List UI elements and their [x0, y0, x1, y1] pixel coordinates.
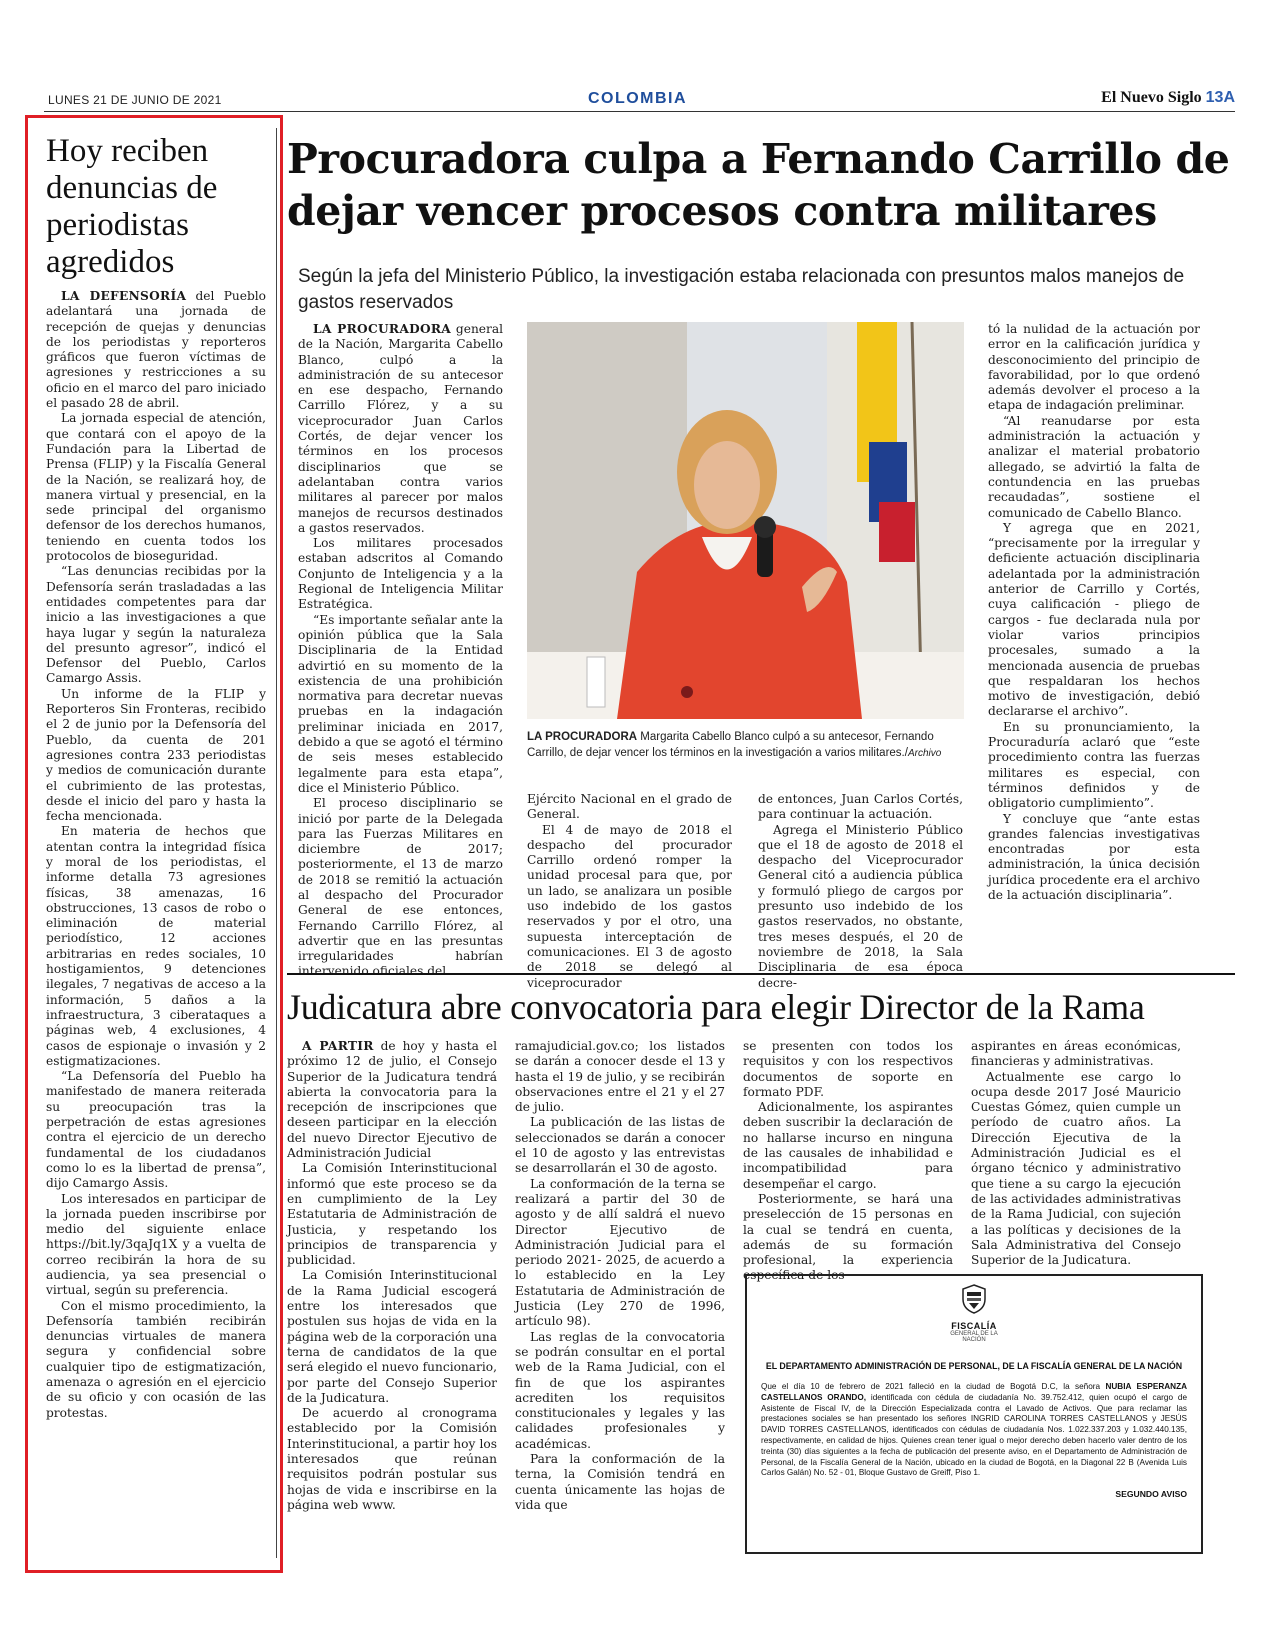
- article2-paragraph: La Comisión Interinstitucional de la Rama Judicial escogerá entre los interesados que postulen sus hojas de vida en la página web de la corporación una terna de candidatos de la que será elegido el nuevo funcionario, por parte del Consejo Superior de la Judicatura.: [287, 1268, 497, 1405]
- sidebar-paragraph: La jornada especial de atención, que contará con el apoyo de la Fundación para la Libertad de Prensa (FLIP) y la Fiscalía General de la Nación, se realizará hoy, de manera virtual y presencial, en la sede principal del organismo defensor de los derechos humanos, teniendo en cuenta todos los protocolos de bioseguridad.: [46, 411, 266, 564]
- article2-paragraph: Actualmente ese cargo lo ocupa desde 2017 José Mauricio Cuestas Gómez, quien cumple un período de cuatro años. La Dirección Ejecutiva de la Administración Judicial es el órgano técnico y administrativo que tiene a su cargo la ejecución de las actividades administrativas de la Rama Judicial, con sujeción a las políticas y decisiones de la Sala Administrativa del Consejo Superior de la Judicatura.: [971, 1069, 1181, 1268]
- article1-paragraph: En su pronunciamiento, la Procuraduría aclaró que “este procedimiento contra las fuerzas militares es especial, con términos definidos y de obligatorio cumplimiento”.: [988, 719, 1200, 811]
- article1-paragraph: Y agrega que en 2021, “precisamente por la irregular y deficiente actuación disciplinaria adelantada por la administración anterior de Carrillo y Cortés, cuya calificación - pliego de cargos - fue declarada nula por violar varios principios procesales, sumado a la mencionada ausencia de pruebas que respaldaran los hechos motivo de investigación, debió declararse el archivo”.: [988, 520, 1200, 719]
- fiscalia-logo: [939, 1284, 1009, 1343]
- article2-paragraph: La conformación de la terna se realizará a partir del 30 de agosto y de allí saldrá el nuevo Director Ejecutivo de Administración Judicial para el periodo 2021- 2025, de acuerdo a lo establecido en la Ley Estatutaria de Administración de Justicia (Ley 270 de 1996, artículo 98).: [515, 1176, 725, 1329]
- photo-illustration: [527, 322, 964, 719]
- article2-paragraph: La publicación de las listas de seleccionados se darán a conocer el 10 de agosto y las entrevistas se desarrollarán el 30 de agosto.: [515, 1115, 725, 1176]
- sidebar-lead: LA DEFENSORÍA: [61, 289, 187, 303]
- sidebar-paragraph: Con el mismo procedimiento, la Defensoría también recibirán denuncias virtuales de manera segura y confidencial sobre cualquier tipo de estigmatización, amenaza o agresión en el ejercicio de su oficio y con ocasión de las protestas.: [46, 1298, 266, 1420]
- deceased-name: NUBIA ESPERANZA CASTELLANOS ORANDO,: [761, 1382, 1187, 1402]
- sidebar-paragraph: “La Defensoría del Pueblo ha manifestado de manera reiterada su preocupación tras la perpetración de estas agresiones contra el ejercicio de un derecho fundamental de los ciudadanos como lo es la libertad de prensa”, dijo Camargo Assis.: [46, 1069, 266, 1191]
- sidebar-paragraph: LA DEFENSORÍA del Pueblo adelantará una jornada de recepción de quejas y denuncias de los periodistas y reporteros gráficos que fueron víctimas de agresiones y restricciones a su oficio en el marco del paro iniciado el pasado 28 de abril.: [46, 289, 266, 411]
- article-separator: [287, 973, 1235, 975]
- sidebar-article: [46, 133, 266, 1421]
- sidebar-title: Hoy reciben denuncias de periodistas agredidos: [46, 133, 218, 280]
- article1-paragraph: de entonces, Juan Carlos Cortés, para continuar la actuación.: [758, 792, 963, 822]
- article1-paragraph: El 4 de mayo de 2018 el despacho del procurador Carrillo ordenó romper la unidad procesal para que, por un lado, se analizara un posible uso indebido de los gastos reservados y por el otro, una supuesta interceptación de comunicaciones. El 3 de agosto de 2018 se delegó al viceprocurador: [527, 822, 732, 990]
- main-headline: Procuradora culpa a Fernando Carrillo de dejar vencer procesos contra militares: [287, 135, 1230, 235]
- article1-column-3: [758, 792, 963, 991]
- article2-paragraph: se presenten con todos los requisitos y con los respectivos documentos de soporte en formato PDF.: [743, 1039, 953, 1099]
- logo-sublabel: GENERAL DE LA NACIÓN: [950, 1331, 998, 1343]
- header-rule: [44, 111, 1235, 112]
- article1-paragraph: Y concluye que “ante estas grandes falencias investigativas encontradas por esta administración, la única decisión jurídica procedente era el archivo de la actuación disciplinaria”.: [988, 811, 1200, 902]
- caption-text: Margarita Cabello Blanco culpó a su antecesor, Fernando Carrillo, de dejar vencer los términos en la investigación a varios militares./: [527, 731, 934, 759]
- article2-lead: A PARTIR: [302, 1039, 374, 1053]
- article2-column-3: [743, 1039, 953, 1284]
- article2-column-1: [287, 1039, 497, 1513]
- sidebar-paragraph: Los interesados en participar de la jornada pueden inscribirse por medio del siguiente enlace https://bit.ly/3qaJq1X y a vuelta de correo recibirán la hora de su audiencia, ya sea presencial o virtual, según su preferencia.: [46, 1191, 266, 1298]
- logo-label: FISCALÍA: [951, 1321, 997, 1331]
- article1-paragraph: El proceso disciplinario se inició por parte de la Delegada para las Fuerzas Militares en diciembre de 2017; posteriormente, el 13 de marzo de 2018 se remitió la actuación al despacho del Procurador General de ese entonces, Fernando Carrillo Flórez, al advertir que en las presuntas irregularidades habrían intervenido oficiales del: [298, 796, 503, 979]
- fiscalia-notice: [745, 1274, 1203, 1554]
- article2-column-2: [515, 1039, 725, 1513]
- article1-paragraph: “Al reanudarse por esta administración la actuación y analizar el material probatorio allegado, se advirtió la falta de contundencia en las pruebas recaudadas”, sostiene el comunicado de Cabello Blanco.: [988, 413, 1200, 520]
- article1-paragraph: Los militares procesados estaban adscritos al Comando Conjunto de Inteligencia y a la Regional de Inteligencia Militar Estratégica.: [298, 536, 503, 612]
- notice-footer: SEGUNDO AVISO: [1115, 1489, 1187, 1500]
- article2-paragraph: Para la conformación de la terna, la Comisión tendrá en cuenta únicamente las hojas de vida que: [515, 1452, 725, 1512]
- article2-paragraph: De acuerdo al cronograma establecido por la Comisión Interinstitucional, a partir hoy los interesados que reúnan requisitos podrán postular sus hojas de vida e inscribirse en la página web www.: [287, 1406, 497, 1512]
- page-number: 13A: [1205, 89, 1235, 106]
- article1-paragraph: LA PROCURADORA general de la Nación, Margarita Cabello Blanco, culpó a la administración de su antecesor en ese despacho, Fernando Carrillo Flórez, y a su viceprocurador Juan Carlos Cortés, de dejar vencer los términos en los procesos disciplinarios que se adelantaban contra varios militares al parecer por malos manejos de recursos destinados a gastos reservados.: [298, 322, 503, 535]
- article2-paragraph: Las reglas de la convocatoria se podrán consultar en el portal web de la Rama Judicial, con el fin de que los aspirantes acrediten los requisitos constitucionales y legales y las calidades profesionales y académicas.: [515, 1329, 725, 1451]
- photo-caption: [527, 729, 964, 762]
- article2-column-4: [971, 1039, 1181, 1268]
- article2-paragraph: Posteriormente, se hará una preselección de 15 personas en la cual se tendrá en cuenta, además de su formación profesional, la experiencia específica de los: [743, 1191, 953, 1283]
- article1-paragraph: tó la nulidad de la actuación por error en la calificación jurídica y desconocimiento del principio de favorabilidad, por lo que ordenó además devolver el proceso a la etapa de indagación preliminar.: [988, 322, 1200, 413]
- paper-name: El Nuevo Siglo: [1101, 89, 1202, 106]
- section-name: COLOMBIA: [587, 90, 688, 107]
- article1-column-4: [988, 322, 1200, 903]
- sidebar-paragraph: “Las denuncias recibidas por la Defensoría serán trasladadas a las entidades competentes para dar inicio a las investigaciones a que haya lugar y según la naturaleza del presunto agresor”, indicó el Defensor del Pueblo, Carlos Camargo Assis.: [46, 564, 266, 686]
- sidebar-paragraph: En materia de hechos que atentan contra la integridad física y moral de los periodistas, el informe detalla 73 agresiones físicas, 38 amenazas, 16 obstrucciones, 13 casos de robo o eliminación de material periodístico, 12 acciones arbitrarias en redes sociales, 10 hostigamientos, 9 detenciones ilegales, 7 negativas de acceso a la información, 5 daños a la infraestructura, 3 ciberataques a páginas web, 4 exclusiones, 4 casos de espionaje o invasión y 2 estigmatizaciones.: [46, 824, 266, 1068]
- sidebar-body: [46, 289, 266, 1421]
- coat-of-arms-icon: [961, 1284, 987, 1314]
- article1-paragraph: “Es importante señalar ante la opinión pública que la Sala Disciplinaria de la Entidad advirtió en su momento de la existencia de una prohibición normativa para decretar nuevas pruebas en la indagación preliminar iniciada en 2017, debido a que se agotó el término de seis meses establecido legalmente para esta etapa”, dice el Ministerio Público.: [298, 612, 503, 795]
- article1-column-1: [298, 322, 503, 980]
- main-deck: Según la jefa del Ministerio Público, la investigación estaba relacionada con presuntos malos manejos de gastos reservados: [298, 266, 1185, 313]
- folio-date: LUNES 21 DE JUNIO DE 2021: [48, 93, 222, 107]
- article2-paragraph: Adicionalmente, los aspirantes deben suscribir la declaración de no hallarse incurso en ninguna de las causales de inhabilidad e incompatibilidad para desempeñar el cargo.: [743, 1100, 953, 1191]
- caption-credit: Archivo: [907, 748, 942, 759]
- notice-heading: EL DEPARTAMENTO ADMINISTRACIÓN DE PERSONAL, DE LA FISCALÍA GENERAL DE LA NACIÓN: [765, 1361, 1183, 1371]
- notice-body: Que el día 10 de febrero de 2021 falleció en la ciudad de Bogotá D.C, la señora NUBIA ESPERANZA CASTELLANOS ORANDO, identificada con cédula de ciudadanía No. 39.752.412, quien ocupó el cargo de Asistente de Fiscal IV, de la Dirección Especializada contra el Lavado de Activos. Que para reclamar las prestaciones sociales se han presentado los señores INGRID CAROLINA TORRES CASTELLANOS y JESÚS DAVID TORRES CASTELLANOS, identificados con cédulas de ciudadanía Nos. 1.022.337.203 y 1.032.440.135, respectivamente, en calidad de hijos. Quienes crean tener igual o mejor derecho deben hacerlo valer dentro de los treinta (30) días siguientes a la fecha de publicación del presente aviso, en el Departamento de Administración de Personal, de la Fiscalía General de la Nación, ubicado en la ciudad de Bogotá, en la Diagonal 22 B (Avenida Luis Carlos Galán) No. 52 - 01, Bloque Gustavo de Greiff, Piso 1.: [761, 1382, 1188, 1478]
- procuradora-photo: [527, 322, 964, 719]
- article1-lead: LA PROCURADORA: [313, 322, 452, 336]
- article2-paragraph: A PARTIR de hoy y hasta el próximo 12 de julio, el Consejo Superior de la Judicatura tendrá abierta la convocatoria para la recepción de inscripciones que deseen participar en la elección del nuevo Director Ejecutivo de Administración Judicial: [287, 1039, 497, 1161]
- caption-lead: LA PROCURADORA: [527, 731, 638, 743]
- article1-paragraph: Agrega el Ministerio Público que el 18 de agosto de 2018 el despacho del Viceprocurador General citó a audiencia pública y formuló pliego de cargos por presunto uso indebido de los gastos reservados, no obstante, tres meses después, el 20 de noviembre de 2018, la Sala Disciplinaria de esa época decre-: [758, 822, 963, 990]
- article2-paragraph: aspirantes en áreas económicas, financieras y administrativas.: [971, 1039, 1181, 1069]
- folio-masthead: [1101, 89, 1235, 107]
- article1-column-2: [527, 792, 732, 991]
- article1-paragraph: Ejército Nacional en el grado de General.: [527, 792, 732, 822]
- sidebar-paragraph: Un informe de la FLIP y Reporteros Sin Fronteras, recibido el 2 de junio por la Defensoría del Pueblo, da cuenta de 201 agresiones contra 233 periodistas y medios de comunicación durante el cubrimiento de las protestas, desde el inicio del paro y hasta la fecha mencionada.: [46, 686, 266, 824]
- article2-paragraph: ramajudicial.gov.co; los listados se darán a conocer desde el 13 y hasta el 19 de julio, y se recibirán observaciones entre el 21 y el 27 de julio.: [515, 1039, 725, 1115]
- second-headline: Judicatura abre convocatoria para elegir Director de la Rama: [287, 987, 1145, 1027]
- article2-paragraph: La Comisión Interinstitucional informó que este proceso se da en cumplimiento de la Ley Estatutaria de Administración de Justicia, y respetando los principios de transparencia y publicidad.: [287, 1161, 497, 1268]
- column-divider: [276, 128, 277, 1558]
